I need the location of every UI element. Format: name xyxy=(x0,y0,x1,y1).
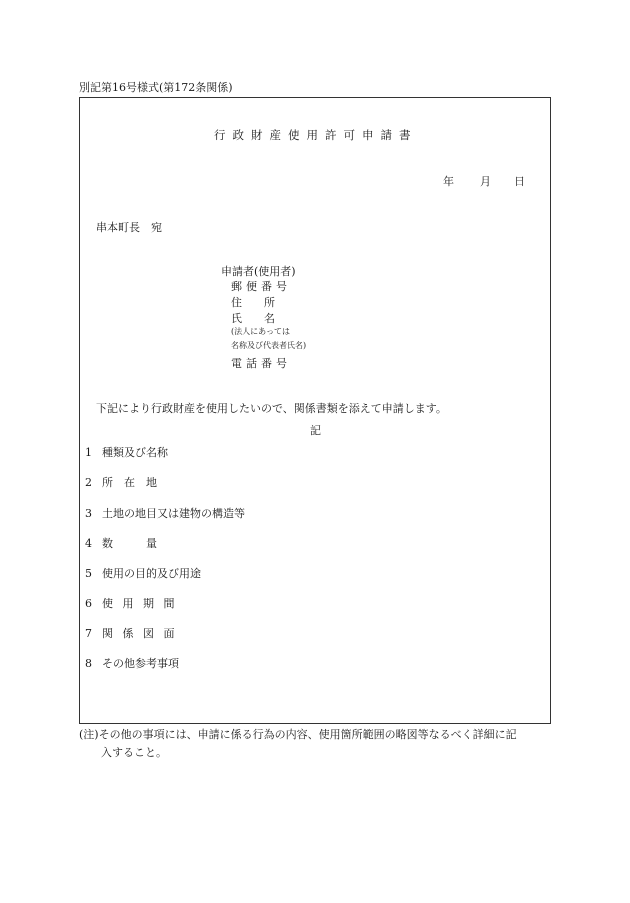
corporate-note-line2: 名称及び代表者氏名) xyxy=(231,341,307,350)
item-7-label: 関 係 図 面 xyxy=(102,627,178,640)
item-2-label: 所 在 地 xyxy=(102,476,157,489)
item-1-label: 種類及び名称 xyxy=(102,446,168,459)
item-6-number: 6 xyxy=(85,597,92,610)
item-5-number: 5 xyxy=(85,567,92,580)
form-title: 行政財産使用許可申請書 xyxy=(214,128,418,142)
date-year: 年 xyxy=(443,175,454,188)
address-label: 住 所 xyxy=(231,296,275,309)
ki-heading: 記 xyxy=(310,424,321,437)
corporate-note-line1: (法人にあっては xyxy=(231,327,291,336)
postal-code-label: 郵便番号 xyxy=(231,280,291,293)
item-2-number: 2 xyxy=(85,476,92,489)
form-number-label: 別記第16号様式(第172条関係) xyxy=(79,81,233,94)
phone-label: 電話番号 xyxy=(231,357,291,370)
footnote-line1: (注)その他の事項には、申請に係る行為の内容、使用箇所範囲の略図等なるべく詳細に記 xyxy=(79,728,517,741)
item-6-label: 使 用 期 間 xyxy=(102,597,178,610)
item-7-number: 7 xyxy=(85,627,92,640)
item-3-label: 土地の地目又は建物の構造等 xyxy=(102,507,245,520)
date-day: 日 xyxy=(514,175,525,188)
item-1-number: 1 xyxy=(85,446,92,459)
item-8-label: その他参考事項 xyxy=(102,657,179,670)
item-4-label: 数 量 xyxy=(102,537,157,550)
item-4-number: 4 xyxy=(85,537,92,550)
applicant-heading: 申請者(使用者) xyxy=(221,265,296,278)
request-statement: 下記により行政財産を使用したいので、関係書類を添えて申請します。 xyxy=(96,402,447,415)
name-label: 氏 名 xyxy=(231,312,275,325)
item-3-number: 3 xyxy=(85,507,92,520)
footnote-line2: 入すること。 xyxy=(101,746,167,759)
item-5-label: 使用の目的及び用途 xyxy=(102,567,201,580)
date-month: 月 xyxy=(480,175,491,188)
item-8-number: 8 xyxy=(85,657,92,670)
addressee: 串本町長 宛 xyxy=(96,221,162,234)
